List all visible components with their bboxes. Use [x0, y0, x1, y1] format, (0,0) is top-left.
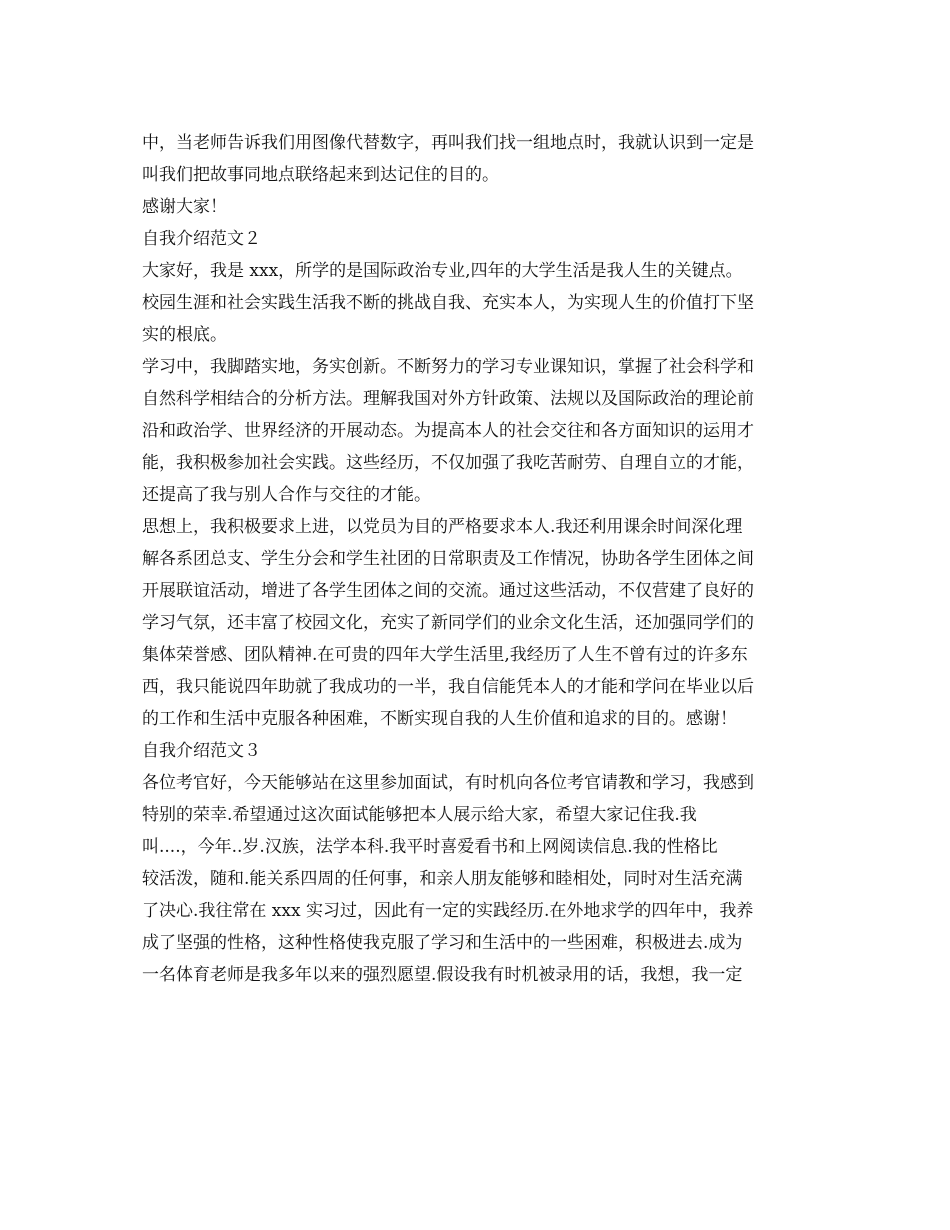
section-heading: 自我介绍范文３	[142, 741, 261, 761]
text-line: 一名体育老师是我多年以来的强烈愿望.假设我有时机被录用的话，我想，我一定	[142, 965, 743, 985]
text-line: 集体荣誉感、团队精神.在可贵的四年大学生活里,我经历了人生不曾有过的许多东	[142, 645, 748, 665]
text-line: 了决心.我往常在 xxx 实习过，因此有一定的实践经历.在外地求学的四年中，我养	[142, 901, 754, 921]
text-line: 的工作和生活中克服各种困难，不断实现自我的人生价值和追求的目的。感谢！	[142, 709, 737, 729]
text-line: 还提高了我与别人合作与交往的才能。	[142, 485, 431, 505]
text-line: 开展联谊活动，增进了各学生团体之间的交流。通过这些活动，不仅营建了良好的	[142, 581, 754, 601]
text-line: 中，当老师告诉我们用图像代替数字，再叫我们找一组地点时，我就认识到一定是	[142, 133, 754, 153]
text-line: 成了坚强的性格，这种性格使我克服了学习和生活中的一些困难，积极进去.成为	[142, 933, 743, 953]
text-line: 沿和政治学、世界经济的开展动态。为提高本人的社会交往和各方面知识的运用才	[142, 421, 754, 441]
text-line: 西，我只能说四年助就了我成功的一半，我自信能凭本人的才能和学问在毕业以后	[142, 677, 754, 697]
text-line: 叫我们把故事同地点联络起来到达记住的目的。	[142, 165, 499, 185]
text-line: 自然科学相结合的分析方法。理解我国对外方针政策、法规以及国际政治的理论前	[142, 389, 754, 409]
text-line: 较活泼，随和.能关系四周的任何事，和亲人朋友能够和睦相处，同时对生活充满	[142, 869, 743, 889]
text-line: 解各系团总支、学生分会和学生社团的日常职责及工作情况，协助各学生团体之间	[142, 549, 754, 569]
text-line: 特别的荣幸.希望通过这次面试能够把本人展示给大家，希望大家记住我.我	[142, 805, 697, 825]
text-line: 学习气氛，还丰富了校园文化，充实了新同学们的业余文化生活，还加强同学们的	[142, 613, 754, 633]
text-line: 实的根底。	[142, 325, 227, 345]
text-line: 学习中，我脚踏实地，务实创新。不断努力的学习专业课知识，掌握了社会科学和	[142, 357, 754, 377]
document-body	[142, 127, 814, 991]
section-heading: 自我介绍范文２	[142, 229, 261, 249]
text-line: 叫....，今年..岁.汉族，法学本科.我平时喜爱看书和上网阅读信息.我的性格比	[142, 837, 718, 857]
closing-line: 感谢大家！	[142, 197, 227, 217]
text-line: 能，我积极参加社会实践。这些经历，不仅加强了我吃苦耐劳、自理自立的才能，	[142, 453, 754, 473]
text-line: 思想上，我积极要求上进，以党员为目的严格要求本人.我还利用课余时间深化理	[142, 517, 743, 537]
text-line: 各位考官好，今天能够站在这里参加面试，有时机向各位考官请教和学习，我感到	[142, 773, 754, 793]
text-line: 校园生涯和社会实践生活我不断的挑战自我、充实本人，为实现人生的价值打下坚	[142, 293, 754, 313]
text-line: 大家好，我是 xxx，所学的是国际政治专业,四年的大学生活是我人生的关键点。	[142, 261, 743, 281]
